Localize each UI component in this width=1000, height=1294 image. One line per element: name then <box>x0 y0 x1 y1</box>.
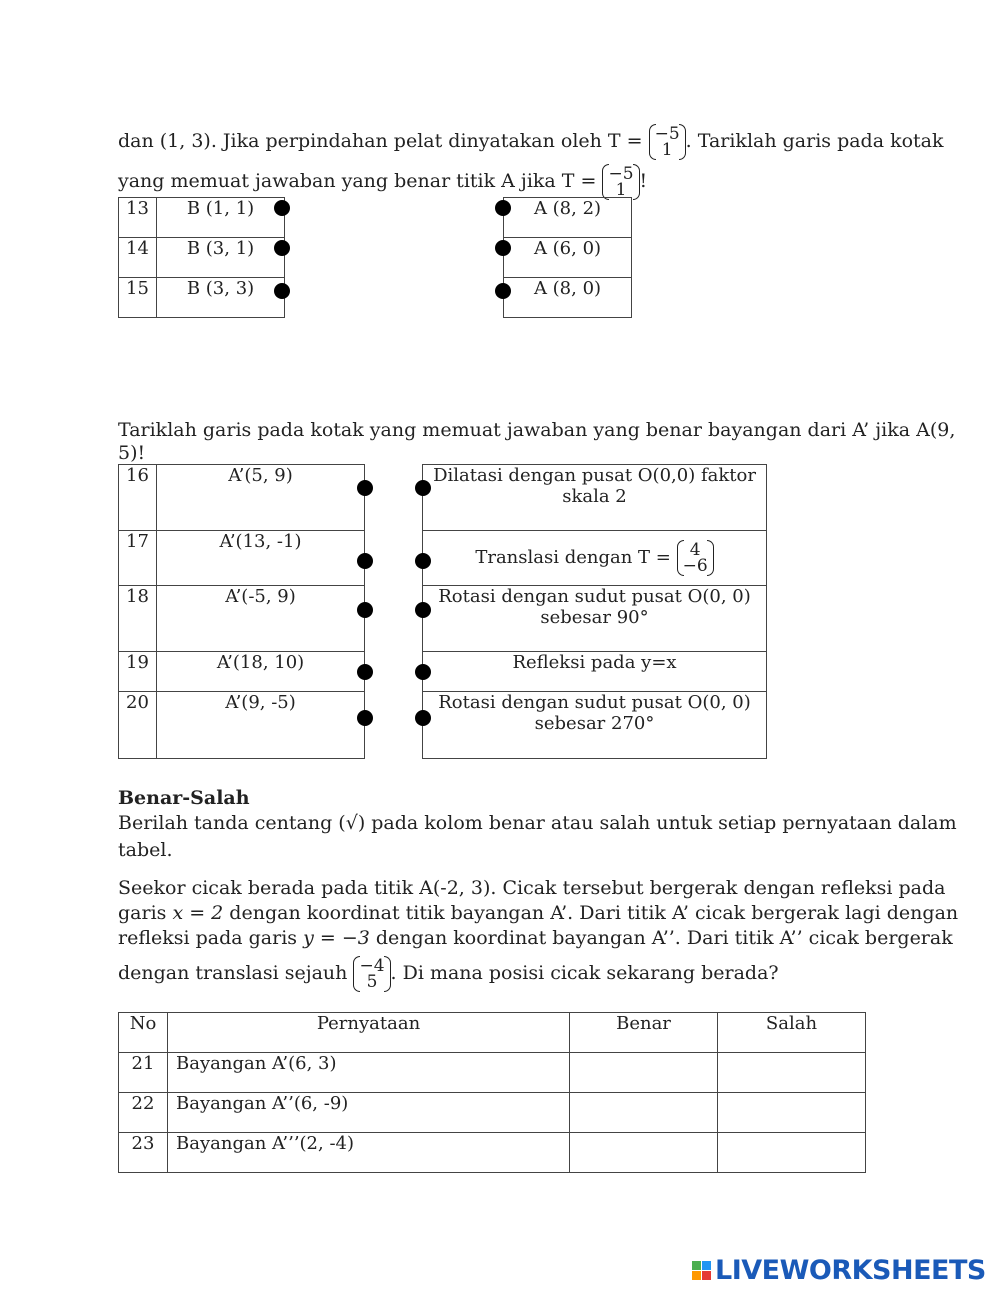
logo-text: LIVEWORKSHEETS <box>715 1254 986 1286</box>
vector-translasi: 4 −6 <box>677 542 714 574</box>
match1-right-row <box>504 278 632 318</box>
intro-line-1 <box>118 126 944 158</box>
match2-left-row <box>119 531 365 586</box>
match1-left-value: B (3, 3) <box>157 278 285 318</box>
rotasi90-line-2: sebesar 90° <box>540 607 649 628</box>
match1-right-value: A (8, 2) <box>504 198 632 238</box>
rotasi270-line-1: Rotasi dengan sudut pusat O(0, 0) <box>438 692 751 713</box>
row-number: 14 <box>119 238 157 278</box>
match2-right-value: Refleksi pada y=x <box>423 652 767 692</box>
match2-right-dot-2[interactable] <box>415 553 431 569</box>
match2-right-row <box>423 692 767 759</box>
match2-right-dot-4[interactable] <box>415 664 431 680</box>
match2-right-row <box>423 586 767 652</box>
table-row <box>119 1093 866 1133</box>
row-number: 21 <box>119 1053 168 1093</box>
match1-left-dot-15[interactable] <box>274 283 290 299</box>
match1-right-table <box>503 197 632 318</box>
header-no: No <box>119 1013 168 1053</box>
benar-checkbox-22[interactable] <box>570 1093 718 1133</box>
row-number: 22 <box>119 1093 168 1133</box>
match1-left-dot-14[interactable] <box>274 240 290 256</box>
match2-left-dot-17[interactable] <box>357 553 373 569</box>
statement: Bayangan A’’’(2, -4) <box>168 1133 570 1173</box>
match2-right-row <box>423 531 767 586</box>
match2-right-value <box>423 465 767 531</box>
row-number: 16 <box>119 465 157 531</box>
problem-line-1: Seekor cicak berada pada titik A(-2, 3). Cicak tersebut bergerak dengan refleksi pada <box>118 877 946 899</box>
match2-right-dot-3[interactable] <box>415 602 431 618</box>
match2-left-value: A’(18, 10) <box>157 652 365 692</box>
benar-salah-table <box>118 1012 866 1173</box>
rotasi270-line-2: sebesar 270° <box>534 713 655 734</box>
match1-right-dot-2[interactable] <box>495 240 511 256</box>
match1-left-value: B (3, 1) <box>157 238 285 278</box>
vector-t: −5 1 <box>649 126 686 158</box>
intro-text-2b: ! <box>639 170 648 192</box>
translasi-text: Translasi dengan T = <box>475 547 677 568</box>
salah-checkbox-22[interactable] <box>718 1093 866 1133</box>
liveworksheets-logo <box>692 1256 986 1284</box>
table-row <box>119 1053 866 1093</box>
intro-text-1a: dan (1, 3). Jika perpindahan pelat dinyatakan oleh T = <box>118 130 649 152</box>
instruction-line-1: Berilah tanda centang (√) pada kolom benar atau salah untuk setiap pernyataan dalam <box>118 812 957 834</box>
dilatasi-line-2: skala 2 <box>562 486 627 507</box>
match2-right-row <box>423 465 767 531</box>
match2-right-value <box>423 692 767 759</box>
match2-right-row <box>423 652 767 692</box>
instruction-line-2: tabel. <box>118 839 173 861</box>
match2-left-row <box>119 692 365 759</box>
statement: Bayangan A’(6, 3) <box>168 1053 570 1093</box>
match2-left-dot-16[interactable] <box>357 480 373 496</box>
vector-cicak: −4 5 <box>353 958 390 990</box>
intro-line-2 <box>118 166 647 198</box>
row-number: 19 <box>119 652 157 692</box>
question2-line-2: 5)! <box>118 442 146 464</box>
match1-left-dot-13[interactable] <box>274 200 290 216</box>
match1-left-row <box>119 278 285 318</box>
match1-right-value: A (8, 0) <box>504 278 632 318</box>
match2-right-table <box>422 464 767 759</box>
intro-text-2a: yang memuat jawaban yang benar titik A jika T = <box>118 170 603 192</box>
row-number: 15 <box>119 278 157 318</box>
rotasi90-line-1: Rotasi dengan sudut pusat O(0, 0) <box>438 586 751 607</box>
header-benar: Benar <box>570 1013 718 1053</box>
match2-right-dot-1[interactable] <box>415 480 431 496</box>
logo-blocks-icon <box>692 1261 711 1280</box>
statement: Bayangan A’’(6, -9) <box>168 1093 570 1133</box>
match2-left-dot-19[interactable] <box>357 664 373 680</box>
match2-left-dot-20[interactable] <box>357 710 373 726</box>
dilatasi-line-1: Dilatasi dengan pusat O(0,0) faktor <box>433 465 756 486</box>
question2-line-1: Tariklah garis pada kotak yang memuat jawaban yang benar bayangan dari A’ jika A(9, <box>118 419 956 441</box>
row-number: 20 <box>119 692 157 759</box>
match2-left-dot-18[interactable] <box>357 602 373 618</box>
header-pernyataan: Pernyataan <box>168 1013 570 1053</box>
problem-line-3: refleksi pada garis y = −3 dengan koordinat bayangan A’’. Dari titik A’’ cicak bergerak <box>118 927 953 949</box>
match1-right-value: A (6, 0) <box>504 238 632 278</box>
match2-left-value: A’(9, -5) <box>157 692 365 759</box>
problem-line-4: dengan translasi sejauh −4 5 . Di mana posisi cicak sekarang berada? <box>118 956 779 992</box>
header-salah: Salah <box>718 1013 866 1053</box>
match1-right-row <box>504 198 632 238</box>
equation-x: x = 2 <box>172 902 224 924</box>
equation-y: y = −3 <box>303 927 370 949</box>
match1-left-table <box>118 197 285 318</box>
row-number: 13 <box>119 198 157 238</box>
match2-left-value: A’(5, 9) <box>157 465 365 531</box>
row-number: 17 <box>119 531 157 586</box>
table-row <box>119 1133 866 1173</box>
benar-checkbox-23[interactable] <box>570 1133 718 1173</box>
match1-right-row <box>504 238 632 278</box>
match1-right-dot-3[interactable] <box>495 283 511 299</box>
problem-line-2: garis x = 2 dengan koordinat titik bayangan A’. Dari titik A’ cicak bergerak lagi dengan <box>118 902 959 924</box>
match2-left-row <box>119 652 365 692</box>
intro-text-1b: . Tariklah garis pada kotak <box>685 130 944 152</box>
match2-left-row <box>119 586 365 652</box>
benar-checkbox-21[interactable] <box>570 1053 718 1093</box>
match2-left-value: A’(13, -1) <box>157 531 365 586</box>
match2-left-value: A’(-5, 9) <box>157 586 365 652</box>
match2-right-value <box>423 531 767 586</box>
match2-left-row <box>119 465 365 531</box>
salah-checkbox-21[interactable] <box>718 1053 866 1093</box>
salah-checkbox-23[interactable] <box>718 1133 866 1173</box>
table-header-row <box>119 1013 866 1053</box>
match1-left-row <box>119 238 285 278</box>
row-number: 18 <box>119 586 157 652</box>
match1-left-row <box>119 198 285 238</box>
match1-right-dot-1[interactable] <box>495 200 511 216</box>
match2-left-table <box>118 464 365 759</box>
vector-t-2: −5 1 <box>602 166 639 198</box>
match2-right-dot-5[interactable] <box>415 710 431 726</box>
match2-right-value <box>423 586 767 652</box>
benar-salah-heading: Benar-Salah <box>118 787 250 809</box>
row-number: 23 <box>119 1133 168 1173</box>
match1-left-value: B (1, 1) <box>157 198 285 238</box>
